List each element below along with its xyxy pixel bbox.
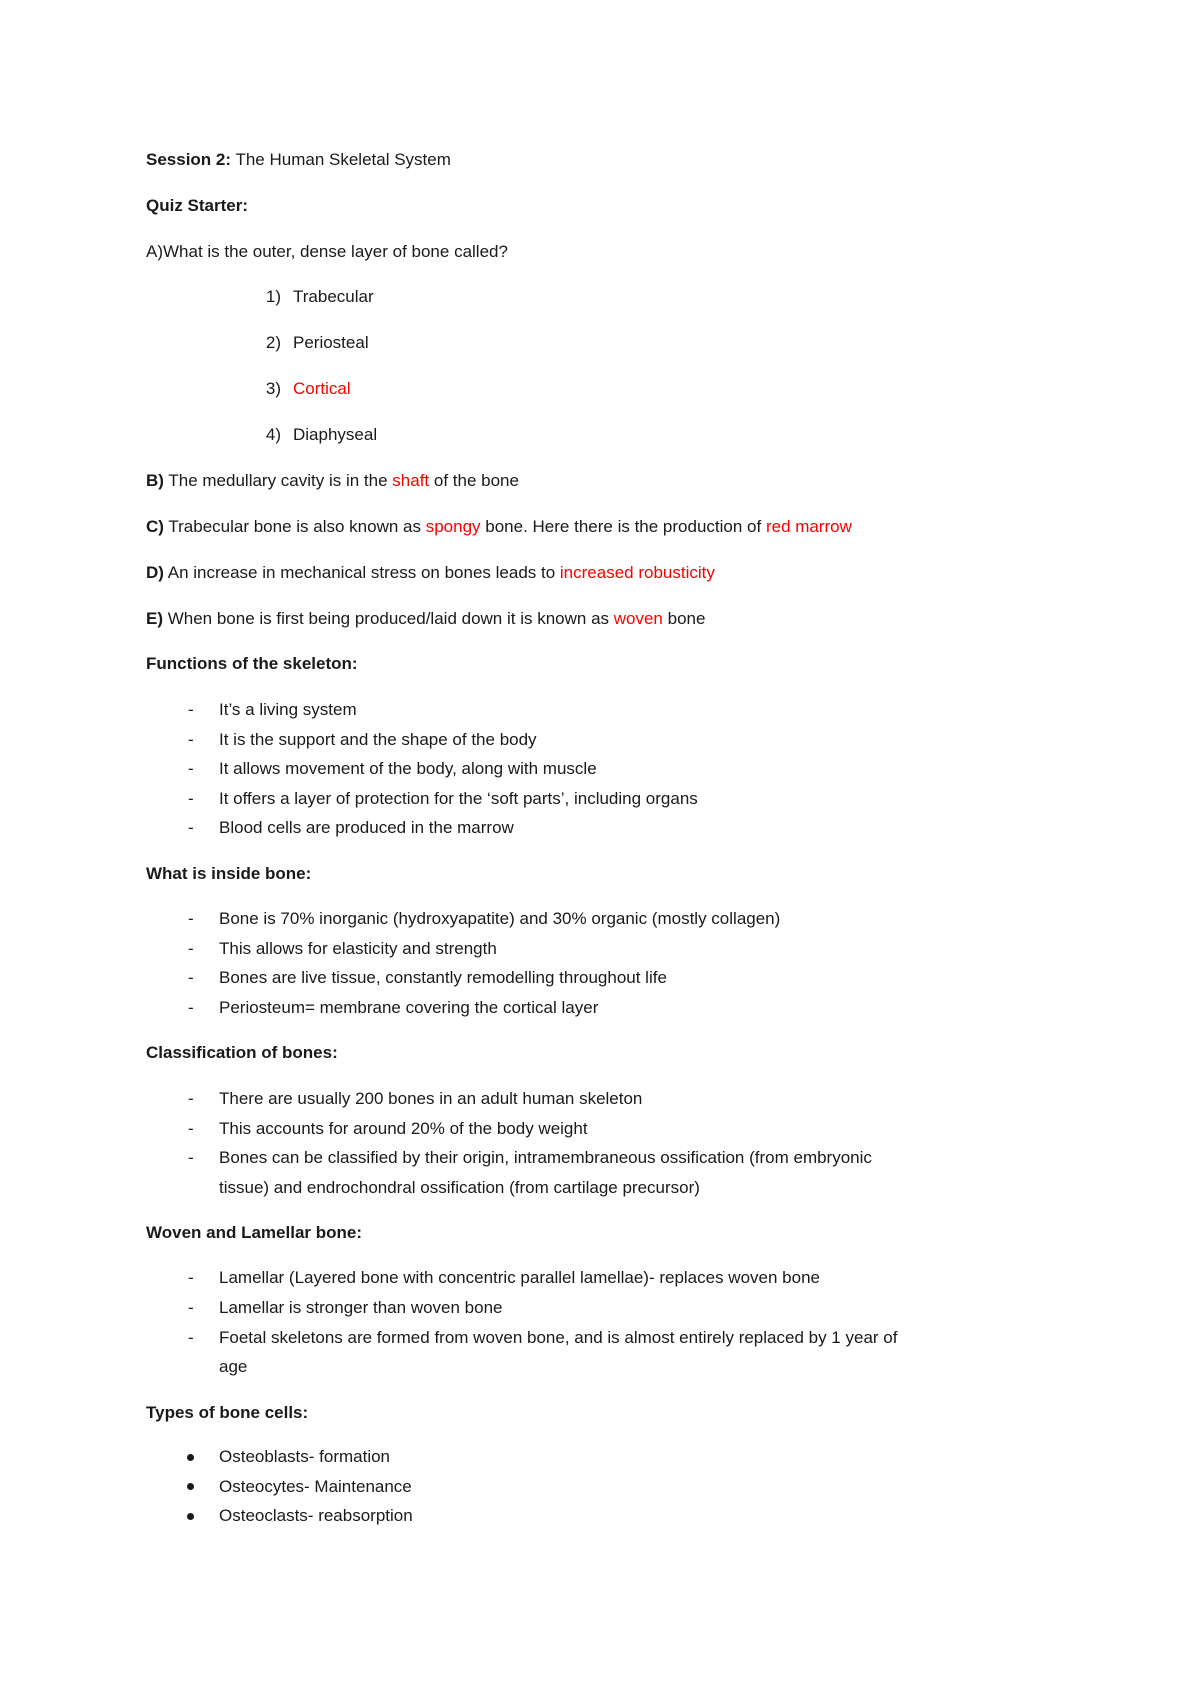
option-text: Trabecular xyxy=(293,287,374,306)
list-item: This allows for elasticity and strength xyxy=(219,939,497,958)
list-item-continuation: tissue) and endrochondral ossification (from cartilage precursor) xyxy=(219,1178,700,1197)
list-item: It allows movement of the body, along with muscle xyxy=(219,759,597,778)
title-text: The Human Skeletal System xyxy=(231,150,451,169)
list-item: It offers a layer of protection for the ‘soft parts’, including organs xyxy=(219,789,698,808)
question-text: bone. Here there is the production of xyxy=(480,517,766,536)
list-item: Bones can be classified by their origin, intramembraneous ossification (from embryonic xyxy=(219,1148,872,1167)
answer-text: spongy xyxy=(425,517,481,536)
question-label: C) xyxy=(146,517,164,536)
list-item-continuation: age xyxy=(219,1357,248,1376)
dash-marker: - xyxy=(188,1119,194,1138)
option-text: Periosteal xyxy=(293,333,369,352)
list-item: Osteoclasts- reabsorption xyxy=(219,1506,413,1525)
section-heading-classification: Classification of bones: xyxy=(146,1043,338,1062)
option-text: Diaphyseal xyxy=(293,425,378,444)
question-text: The medullary cavity is in the xyxy=(163,471,393,490)
question-e xyxy=(146,609,705,629)
option-number: 4) xyxy=(265,425,281,444)
question-c xyxy=(146,517,852,537)
list-item: Periosteum= membrane covering the cortical layer xyxy=(219,998,599,1017)
dash-marker: - xyxy=(188,730,194,749)
answer-text: woven xyxy=(613,609,663,628)
question-label: B) xyxy=(146,471,164,490)
question-label: D) xyxy=(146,563,164,582)
dash-marker: - xyxy=(188,759,194,778)
list-item: Osteocytes- Maintenance xyxy=(219,1477,412,1496)
option-number: 3) xyxy=(265,379,281,398)
dash-marker: - xyxy=(188,1148,194,1167)
list-item: Bone is 70% inorganic (hydroxyapatite) and 30% organic (mostly collagen) xyxy=(219,909,781,928)
dash-marker: - xyxy=(188,818,194,837)
list-item: Blood cells are produced in the marrow xyxy=(219,818,514,837)
list-item: Bones are live tissue, constantly remodelling throughout life xyxy=(219,968,667,987)
list-item: There are usually 200 bones in an adult human skeleton xyxy=(219,1089,643,1108)
dash-marker: - xyxy=(188,700,194,719)
dash-marker: - xyxy=(188,1298,194,1317)
page-title xyxy=(146,150,451,170)
question-b xyxy=(146,471,519,491)
answer-text: increased robusticity xyxy=(559,563,715,582)
dash-marker: - xyxy=(188,789,194,808)
section-heading-bone-cells: Types of bone cells: xyxy=(146,1403,309,1422)
dash-marker: - xyxy=(188,998,194,1017)
option-number: 1) xyxy=(265,287,281,306)
list-item: Foetal skeletons are formed from woven bone, and is almost entirely replaced by 1 year of xyxy=(219,1328,898,1347)
dash-marker: - xyxy=(188,1089,194,1108)
question-label: E) xyxy=(146,609,163,628)
section-heading-inside-bone: What is inside bone: xyxy=(146,864,312,883)
question-a: A)What is the outer, dense layer of bone called? xyxy=(146,242,508,261)
list-item: Lamellar is stronger than woven bone xyxy=(219,1298,503,1317)
dash-marker: - xyxy=(188,1328,194,1347)
bullet-icon xyxy=(187,1483,194,1490)
list-item: Lamellar (Layered bone with concentric parallel lamellae)- replaces woven bone xyxy=(219,1268,820,1287)
option-text-answer: Cortical xyxy=(293,379,351,398)
answer-text: shaft xyxy=(392,471,430,490)
title-label: Session 2: xyxy=(146,150,232,169)
question-d xyxy=(146,563,715,583)
bullet-icon xyxy=(187,1513,194,1520)
list-item: It is the support and the shape of the body xyxy=(219,730,537,749)
question-text: Trabecular bone is also known as xyxy=(163,517,426,536)
list-item: It’s a living system xyxy=(219,700,357,719)
list-item: Osteoblasts- formation xyxy=(219,1447,391,1466)
bullet-icon xyxy=(187,1454,194,1461)
question-text: bone xyxy=(662,609,706,628)
dash-marker: - xyxy=(188,968,194,987)
dash-marker: - xyxy=(188,939,194,958)
question-text: of the bone xyxy=(429,471,519,490)
answer-text: red marrow xyxy=(765,517,852,536)
option-number: 2) xyxy=(265,333,281,352)
section-heading-functions: Functions of the skeleton: xyxy=(146,654,358,673)
question-text: An increase in mechanical stress on bones leads to xyxy=(163,563,560,582)
dash-marker: - xyxy=(188,1268,194,1287)
dash-marker: - xyxy=(188,909,194,928)
list-item: This accounts for around 20% of the body weight xyxy=(219,1119,588,1138)
section-heading-woven-lamellar: Woven and Lamellar bone: xyxy=(146,1223,363,1242)
question-text: When bone is first being produced/laid down it is known as xyxy=(163,609,614,628)
quiz-heading: Quiz Starter: xyxy=(146,196,249,215)
